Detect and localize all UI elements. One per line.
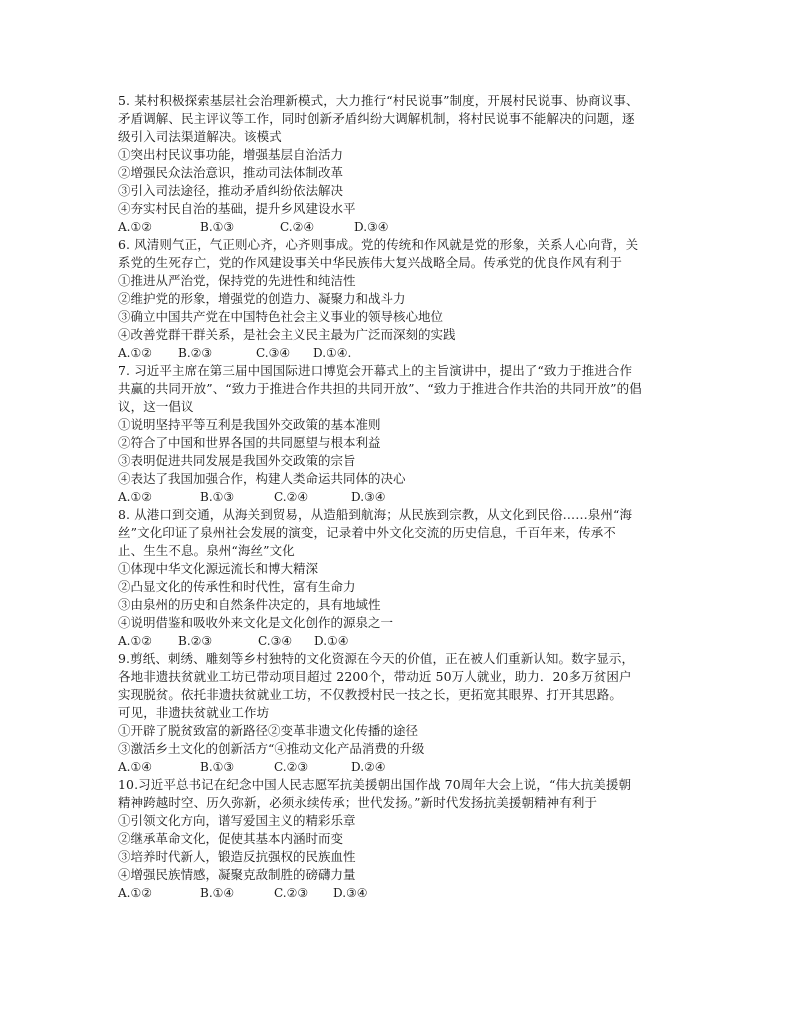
answer-choice-c[interactable]: C.②③ — [274, 760, 309, 774]
answer-choice-a[interactable]: A.①④ — [118, 760, 152, 774]
answer-choice-a[interactable]: A.①② — [118, 490, 152, 504]
option-line: ③确立中国共产党在中国特色社会主义事业的领导核心地位 — [118, 309, 444, 324]
option-line: ②增强民众法治意识，推动司法体制改革 — [118, 165, 344, 180]
option-line: ③引入司法途径，推动矛盾纠纷依法解决 — [118, 183, 344, 198]
answer-choice-d[interactable]: D.①④ — [314, 634, 349, 648]
option-line: ③激活乡土文化的创新活方“④推动文化产品消费的升级 — [118, 741, 425, 756]
answer-choice-a[interactable]: A.①② — [118, 346, 152, 360]
answer-choices — [118, 488, 683, 506]
question-8 — [118, 506, 683, 650]
answer-choice-c[interactable]: C.②④ — [280, 220, 315, 234]
answer-choice-a[interactable]: A.①② — [118, 634, 152, 648]
answer-choice-b[interactable]: B.②③ — [178, 346, 213, 360]
question-7 — [118, 362, 683, 506]
stem-line: 议，这一倡议 — [118, 399, 194, 414]
option-line: ①推进从严治党，保持党的先进性和纯洁性 — [118, 273, 356, 288]
option-line: ②继承革命文化，促使其基本内涵时而变 — [118, 831, 344, 846]
answer-choice-a[interactable]: A.①② — [118, 220, 152, 234]
stem-line: 矛盾调解、民主评议等工作，同时创新矛盾纠纷大调解机制，将村民说事不能解决的问题，逐 — [118, 111, 635, 126]
stem-line: 精神跨越时空、历久弥新，必须永续传承；世代发扬。”新时代发扬抗美援朝精神有利于 — [118, 795, 598, 810]
answer-choice-b[interactable]: B.①③ — [200, 490, 235, 504]
answer-choice-d[interactable]: D.②④ — [351, 760, 386, 774]
option-line: ④夯实村民自治的基础，提升乡风建设水平 — [118, 201, 356, 216]
question-6 — [118, 236, 683, 362]
option-line: ①突出村民议事功能，增强基层自治活力 — [118, 147, 344, 162]
stem-line: 级引入司法渠道解决。该模式 — [118, 129, 282, 144]
stem-line: 丝”文化印证了泉州社会发展的演变，记录着中外文化交流的历史信息，千百年来，传承不 — [118, 525, 616, 540]
answer-choice-b[interactable]: B.②③ — [178, 634, 213, 648]
question-stem — [118, 92, 683, 146]
question-5 — [118, 92, 683, 236]
stem-line: 5. 某村积极探索基层社会治理新模式，大力推行“村民说事”制度，开展村民说事、协商议事、 — [118, 93, 639, 108]
option-line: ④改善党群干群关系，是社会主义民主最为广泛而深刻的实践 — [118, 327, 456, 342]
answer-choice-d[interactable]: D.①④. — [313, 346, 352, 360]
option-line: ①引领文化方向，谱写爱国主义的精彩乐章 — [118, 813, 356, 828]
answer-choices — [118, 218, 683, 236]
answer-choice-c[interactable]: C.②③ — [274, 886, 309, 900]
stem-line: 10.习近平总书记在纪念中国人民志愿军抗美援朝出国作战 70周年大会上说，“伟大抗美援朝 — [118, 777, 632, 792]
option-line: ④说明借鉴和吸收外来文化是文化创作的源泉之一 — [118, 615, 394, 630]
stem-line: 8. 从港口到交通，从海关到贸易，从造船到航海；从民族到宗教，从文化到民俗……泉州“海 — [118, 507, 633, 522]
answer-choice-b[interactable]: B.①③ — [200, 760, 235, 774]
stem-line: 7. 习近平主席在第三届中国国际进口博览会开幕式上的主旨演讲中，提出了“致力于推进合作 — [118, 363, 633, 378]
option-line: ③由泉州的历史和自然条件决定的，具有地域性 — [118, 597, 381, 612]
option-line: ③表明促进共同发展是我国外交政策的宗旨 — [118, 453, 356, 468]
stem-line: 可见，非遗扶贫就业工作坊 — [118, 705, 270, 720]
answer-choice-a[interactable]: A.①② — [118, 886, 152, 900]
option-line: ①说明坚持平等互利是我国外交政策的基本准则 — [118, 417, 381, 432]
question-10 — [118, 776, 683, 902]
stem-line: 各地非遗扶贫就业工坊已带动项目超过 2200个，带动近 50万人就业，助力．20多万贫困户 — [118, 669, 632, 684]
answer-choices — [118, 632, 683, 650]
answer-choice-d[interactable]: D.③④ — [333, 886, 368, 900]
stem-line: 系党的生死存亡，党的作风建设事关中华民族伟大复兴战略全局。传承党的优良作风有利于 — [118, 255, 623, 270]
question-stem — [118, 776, 683, 812]
question-stem — [118, 236, 683, 272]
option-line: ②凸显文化的传承性和时代性，富有生命力 — [118, 579, 356, 594]
answer-choice-c[interactable]: C.③④ — [256, 346, 291, 360]
answer-choice-c[interactable]: C.②④ — [274, 490, 309, 504]
option-line: ②符合了中国和世界各国的共同愿望与根本利益 — [118, 435, 381, 450]
option-line: ①开辟了脱贫致富的新路径②变革非遗文化传播的途径 — [118, 723, 419, 738]
option-line: ④增强民族情感，凝聚克敌制胜的磅礴力量 — [118, 867, 356, 882]
stem-line: 9.剪纸、刺绣、雕刻等乡村独特的文化资源在今天的价值，正在被人们重新认知。数字显示， — [118, 651, 635, 666]
option-line: ④表达了我国加强合作，构建人类命运共同体的决心 — [118, 471, 406, 486]
answer-choice-b[interactable]: B.①③ — [200, 220, 235, 234]
question-stem — [118, 362, 683, 416]
stem-line: 共赢的共同开放”、“致力于推进合作共担的共同开放”、“致力于推进合作共治的共同开放”的倡 — [118, 381, 642, 396]
option-line: ③培养时代新人，锻造反抗强权的民族血性 — [118, 849, 356, 864]
question-list — [118, 92, 683, 902]
question-stem — [118, 506, 683, 560]
stem-line: 6. 风清则气正，气正则心齐，心齐则事成。党的传统和作风就是党的形象，关系人心向背，关 — [118, 237, 639, 252]
answer-choices — [118, 758, 683, 776]
question-9 — [118, 650, 683, 776]
answer-choice-d[interactable]: D.③④ — [351, 490, 386, 504]
question-stem — [118, 650, 683, 722]
stem-line: 止、生生不息。泉州“海丝”文化 — [118, 543, 295, 558]
option-line: ②维护党的形象，增强党的创造力、凝聚力和战斗力 — [118, 291, 406, 306]
answer-choices — [118, 344, 683, 362]
answer-choice-d[interactable]: D.③④ — [354, 220, 389, 234]
option-line: ①体现中华文化源远流长和博大精深 — [118, 561, 319, 576]
answer-choice-c[interactable]: C.③④ — [258, 634, 293, 648]
stem-line: 实现脱贫。依托非遗扶贫就业工坊，不仅教授村民一技之长，更拓宽其眼界、打开其思路。 — [118, 687, 623, 702]
answer-choice-b[interactable]: B.①④ — [200, 886, 235, 900]
answer-choices — [118, 884, 683, 902]
